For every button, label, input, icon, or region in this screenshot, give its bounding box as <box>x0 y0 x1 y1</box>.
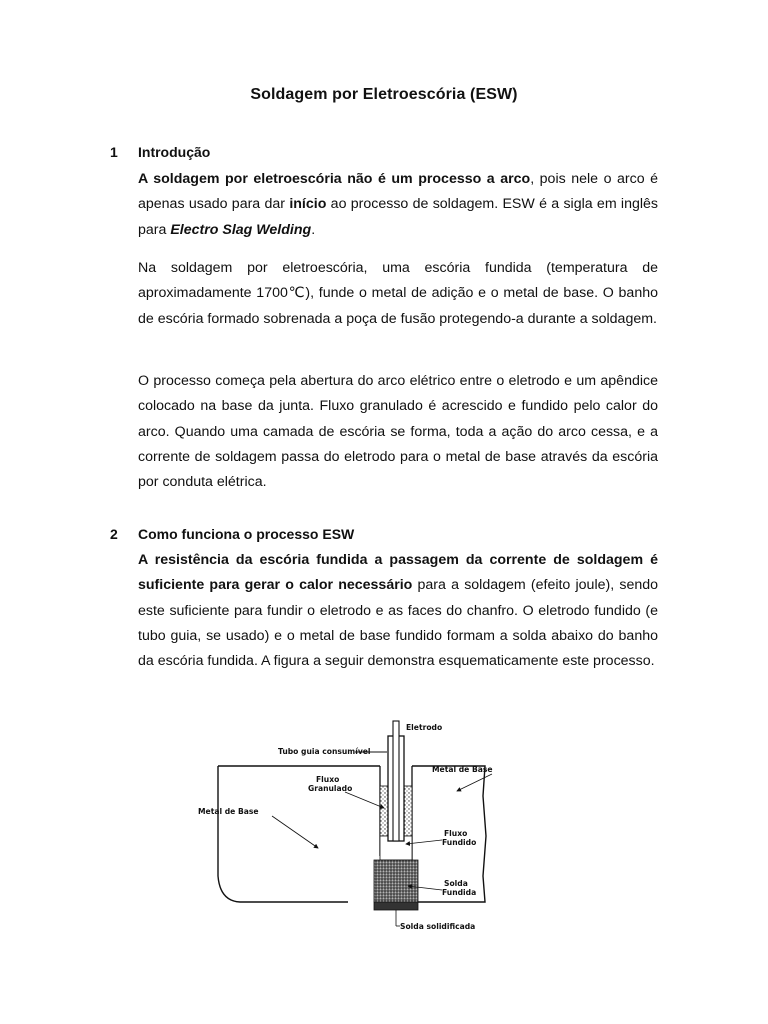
bold-text: A soldagem por eletroescória não é um processo a arco <box>138 171 531 187</box>
section-number: 1 <box>110 144 118 160</box>
bold-text: A resistência da escória fundida a passagem da corrente de soldagem é suficiente para gerar o calor necessário <box>138 552 658 594</box>
label-fluxo-fundido-1: Fluxo <box>444 829 468 838</box>
text-run: , pois nele o arco é apenas usado para dar <box>138 171 659 213</box>
label-solda-solidificada: Solda solidificada <box>400 922 476 931</box>
text-run: O processo começa pela abertura do arco elétrico entre o eletrodo e um apêndice colocado na base da junta. Fluxo granulado é acrescido e fundido pelo calor do arco. Quando uma camada de escória se forma, toda a ação do arco cessa, e a corrente de soldagem passa do eletrodo para o metal de base através da escória por conduta elétrica. <box>138 373 658 491</box>
page-title: Soldagem por Eletroescória (ESW) <box>250 86 518 103</box>
solidified-weld <box>374 902 418 910</box>
esw-diagram <box>180 716 500 934</box>
section-heading-1 <box>110 144 210 160</box>
label-fluxo-granulado-1: Fluxo <box>316 775 340 784</box>
section-title: Introdução <box>138 144 211 160</box>
section-number: 2 <box>110 526 118 542</box>
text-run: Na soldagem por eletroescória, uma escória fundida (temperatura de aproximadamente 1700℃), funde o metal de adição e o metal de base. O banho de escória formado sobrenada a poça de fusão protegendo-a durante a soldagem. <box>138 260 658 327</box>
paragraph-process <box>138 548 658 674</box>
label-fluxo-fundido-2: Fundido <box>442 838 477 847</box>
paragraph-intro-1 <box>138 167 658 243</box>
text-run: ao processo de soldagem. ESW é a sigla em inglês para <box>138 196 659 238</box>
bold-text: início <box>289 196 327 213</box>
section-title: Como funciona o processo ESW <box>138 526 355 542</box>
label-solda-fundida-2: Fundida <box>442 888 477 897</box>
paragraph-intro-3 <box>138 369 658 495</box>
label-fluxo-granulado-2: Granulado <box>308 784 353 793</box>
section-heading-2 <box>110 526 354 542</box>
label-eletrodo: Eletrodo <box>406 723 443 732</box>
paragraph-intro-2 <box>138 256 658 332</box>
electrode <box>393 721 399 841</box>
label-solda-fundida-1: Solda <box>444 879 468 888</box>
bold-text: Electro Slag Welding <box>170 221 312 238</box>
label-metal-base-left: Metal de Base <box>198 807 259 816</box>
text-run: . <box>311 221 316 238</box>
molten-weld <box>374 860 418 902</box>
label-tubo-guia: Tubo guia consumível <box>278 747 371 756</box>
label-metal-base-right: Metal de Base <box>432 765 493 774</box>
text-run: para a soldagem (efeito joule), sendo este suficiente para fundir o eletrodo e as faces do chanfro. O eletrodo fundido (e tubo guia, se usado) e o metal de base fundido formam a solda abaixo do banho da escória fundida. A figura a seguir demonstra esquematicamente este processo. <box>138 577 658 670</box>
